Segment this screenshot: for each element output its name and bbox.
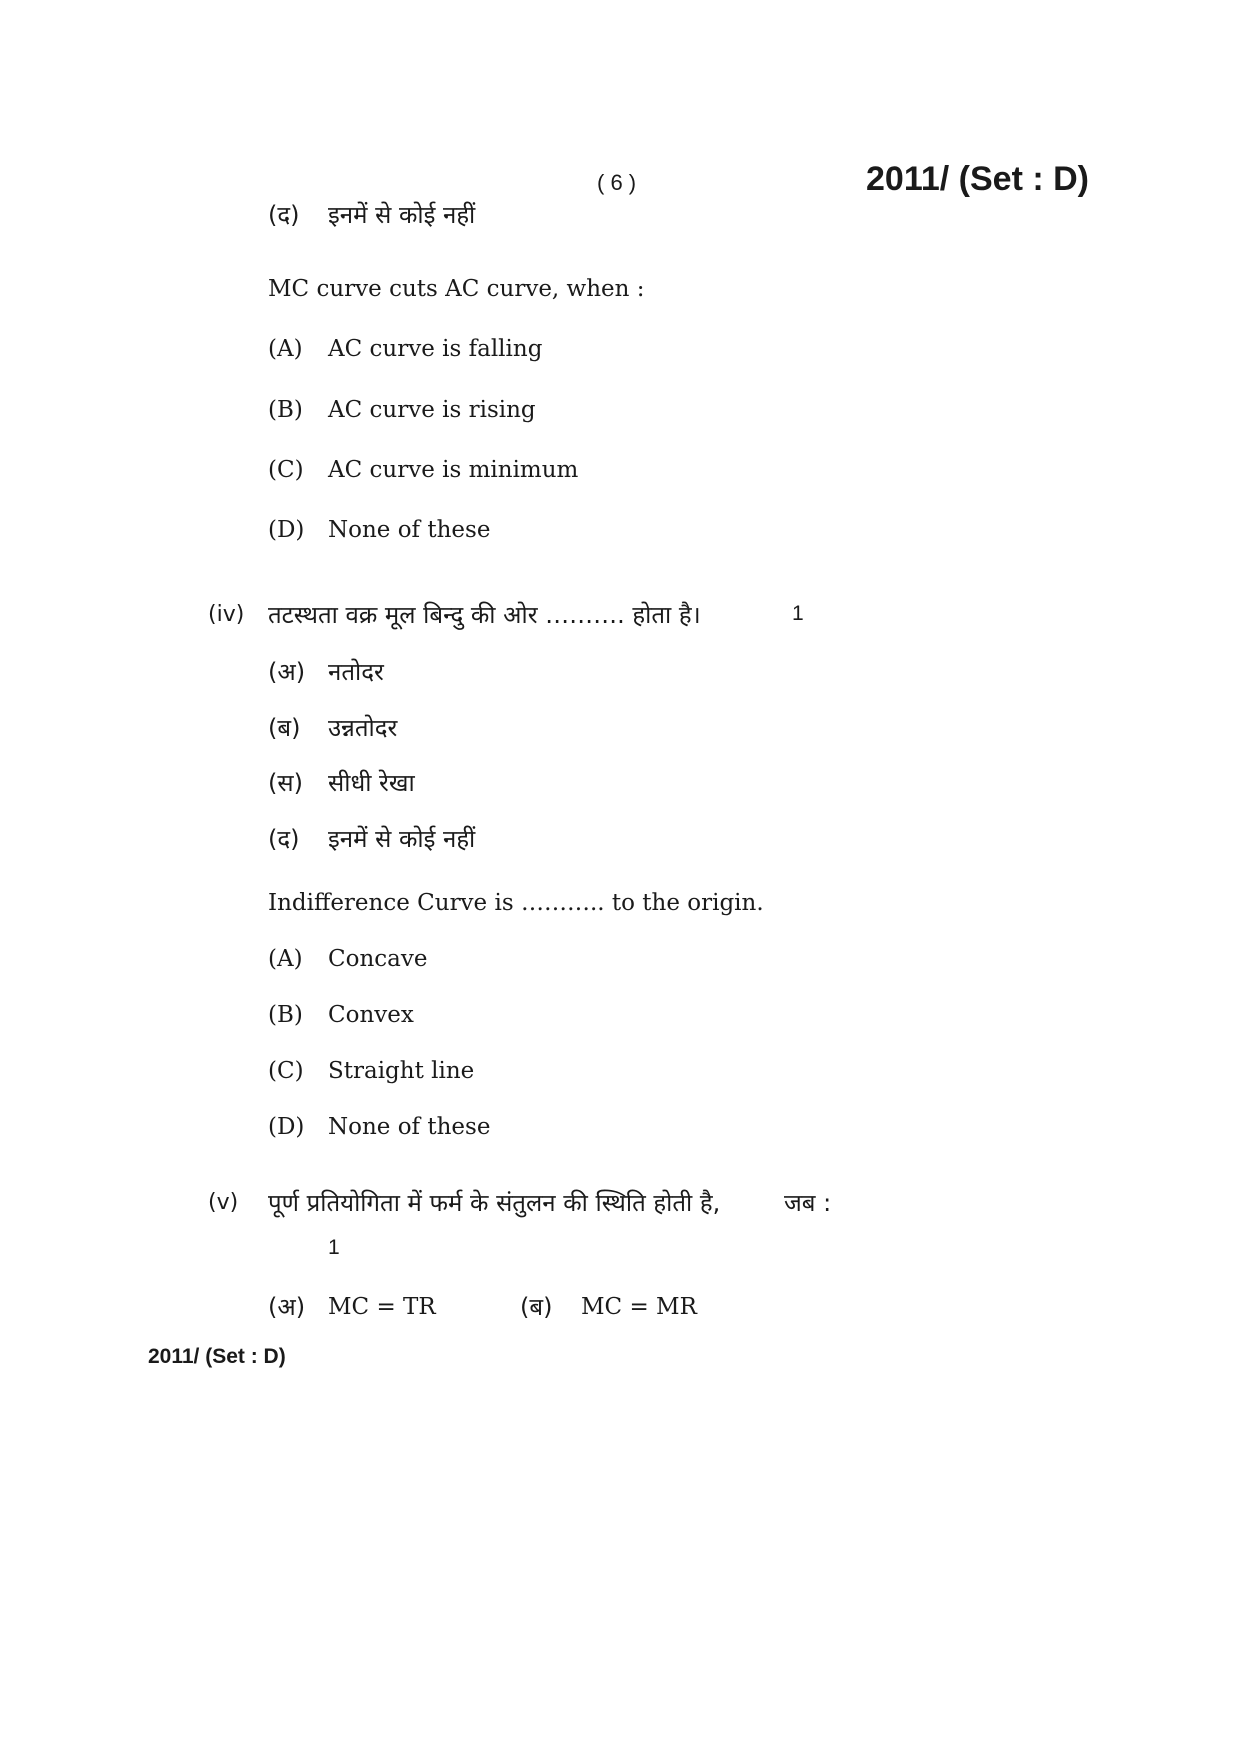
option-text: सीधी रेखा [328, 769, 415, 797]
option-label: (अ) [268, 658, 306, 686]
option-label: (C) [268, 1058, 304, 1084]
question-marks: 1 [328, 1236, 340, 1259]
option-text: AC curve is minimum [328, 457, 579, 483]
option-text: None of these [328, 1114, 491, 1140]
option-text: MC = MR [581, 1294, 697, 1320]
page-number: ( 6 ) [597, 170, 637, 195]
option-text: Concave [328, 946, 428, 972]
option-text: MC = TR [328, 1294, 436, 1320]
option-text: AC curve is falling [328, 336, 543, 362]
option-label: (A) [268, 336, 303, 362]
question-number: (iv) [208, 602, 245, 627]
option-label: (द) [268, 201, 300, 229]
option-label: (D) [268, 1114, 305, 1140]
question-hindi-iv: तटस्थता वक्र मूल बिन्दु की ओर ………. होता है। [268, 601, 701, 629]
header-set-code: 2011/ (Set : D) [866, 160, 1089, 198]
option-label: (D) [268, 517, 305, 543]
option-text: Convex [328, 1002, 414, 1028]
option-text: नतोदर [328, 658, 384, 686]
option-text: उन्नतोदर [328, 714, 398, 742]
option-label: (ब) [520, 1293, 553, 1321]
option-text: Straight line [328, 1058, 475, 1084]
question-english-iv: Indifference Curve is ……….. to the origin. [268, 890, 764, 916]
option-label: (C) [268, 457, 304, 483]
footer-set-code: 2011/ (Set : D) [148, 1345, 286, 1368]
option-text: AC curve is rising [328, 397, 536, 423]
option-hindi-d-prev [268, 198, 299, 231]
question-number: (v) [208, 1190, 239, 1215]
option-label: (B) [268, 397, 303, 423]
option-text: इनमें से कोई नहीं [328, 825, 476, 853]
option-label: (ब) [268, 714, 301, 742]
question-marks: 1 [792, 602, 804, 625]
question-hindi-v-tail: जब : [784, 1189, 832, 1217]
option-label: (स) [268, 769, 303, 797]
question-english-prev: MC curve cuts AC curve, when : [268, 276, 645, 302]
option-label: (B) [268, 1002, 303, 1028]
option-hindi-d-prev-text: इनमें से कोई नहीं [328, 201, 476, 229]
option-label: (A) [268, 946, 303, 972]
option-label: (द) [268, 825, 300, 853]
option-label: (अ) [268, 1293, 306, 1321]
question-hindi-v: पूर्ण प्रतियोगिता में फर्म के संतुलन की स्थिति होती है, [268, 1189, 721, 1217]
option-text: None of these [328, 517, 491, 543]
